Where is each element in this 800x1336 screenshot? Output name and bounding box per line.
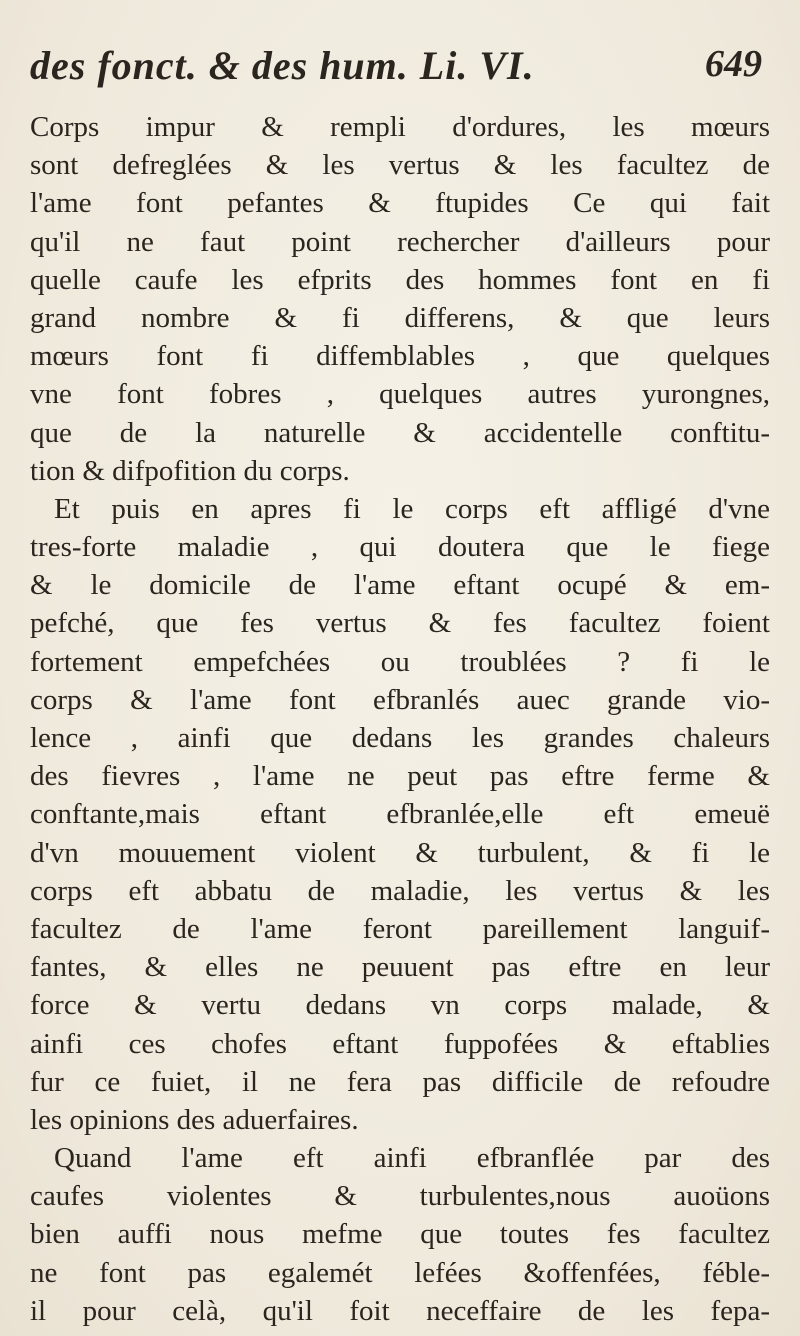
text-line: pefché, que fes vertus & fes facultez foient (30, 607, 770, 640)
text-line: tres-forte maladie , qui doutera que le fiege (30, 531, 770, 564)
page-number: 649 (705, 43, 762, 85)
text-line: mœurs font fi diffemblables , que quelques (30, 340, 770, 373)
text-line: Corps impur & rempli d'ordures, les mœurs (30, 111, 770, 143)
text-line: sont defreglées & les vertus & les facultez de (30, 149, 770, 182)
running-head: des fonct. & des hum. Li. VI. (30, 43, 535, 88)
paragraph-start-line: Quand l'ame eft ainfi efbranflée par des (54, 1142, 770, 1175)
text-line: corps & l'ame font efbranlés auec grande vio- (30, 683, 770, 716)
paragraph-start-line: Et puis en apres fi le corps eft affligé d'vne (54, 492, 770, 525)
text-line: caufes violentes & turbulentes,nous auoüons (30, 1180, 770, 1213)
text-line: tion & difpofition du corps. (30, 454, 350, 487)
text-line: lence , ainfi que dedans les grandes chaleurs (30, 722, 770, 754)
text-line: les opinions des aduerfaires. (30, 1103, 359, 1136)
text-line: fur ce fuiet, il ne fera pas difficile de refoudre (30, 1065, 770, 1098)
body-text (30, 108, 770, 1330)
text-line: vne font fobres , quelques autres yurongnes, (30, 378, 770, 411)
text-line: fortement empefchées ou troublées ? fi le (30, 645, 770, 678)
text-line: ne font pas egalemét lefées &offenfées, féble- (30, 1256, 770, 1289)
text-line: quelle caufe les efprits des hommes font en fi (30, 263, 770, 296)
text-line: que de la naturelle & accidentelle conftitu- (30, 416, 770, 449)
page-header (30, 42, 770, 102)
text-line: force & vertu dedans vn corps malade, & (30, 989, 770, 1022)
text-line: d'vn mouuement violent & turbulent, & fi le (30, 836, 770, 869)
text-line: grand nombre & fi differens, & que leurs (30, 301, 770, 334)
text-line: qu'il ne faut point rechercher d'ailleurs pour (30, 225, 770, 258)
text-line: l'ame font pefantes & ftupides Ce qui fait (30, 187, 770, 220)
text-line: ainfi ces chofes eftant fuppofées & eftablies (30, 1027, 770, 1060)
text-line: facultez de l'ame feront pareillement languif- (30, 912, 770, 945)
text-line: corps eft abbatu de maladie, les vertus & les (30, 874, 770, 907)
text-line: il pour celà, qu'il foit neceffaire de les fepa- (30, 1294, 770, 1327)
text-line: & le domicile de l'ame eftant ocupé & em- (30, 569, 770, 602)
text-line: fantes, & elles ne peuuent pas eftre en leur (30, 951, 770, 984)
text-line: des fievres , l'ame ne peut pas eftre ferme & (30, 760, 770, 793)
text-line: bien auffi nous mefme que toutes fes facultez (30, 1218, 770, 1251)
text-line: conftante,mais eftant efbranlée,elle eft emeuë (30, 798, 770, 831)
